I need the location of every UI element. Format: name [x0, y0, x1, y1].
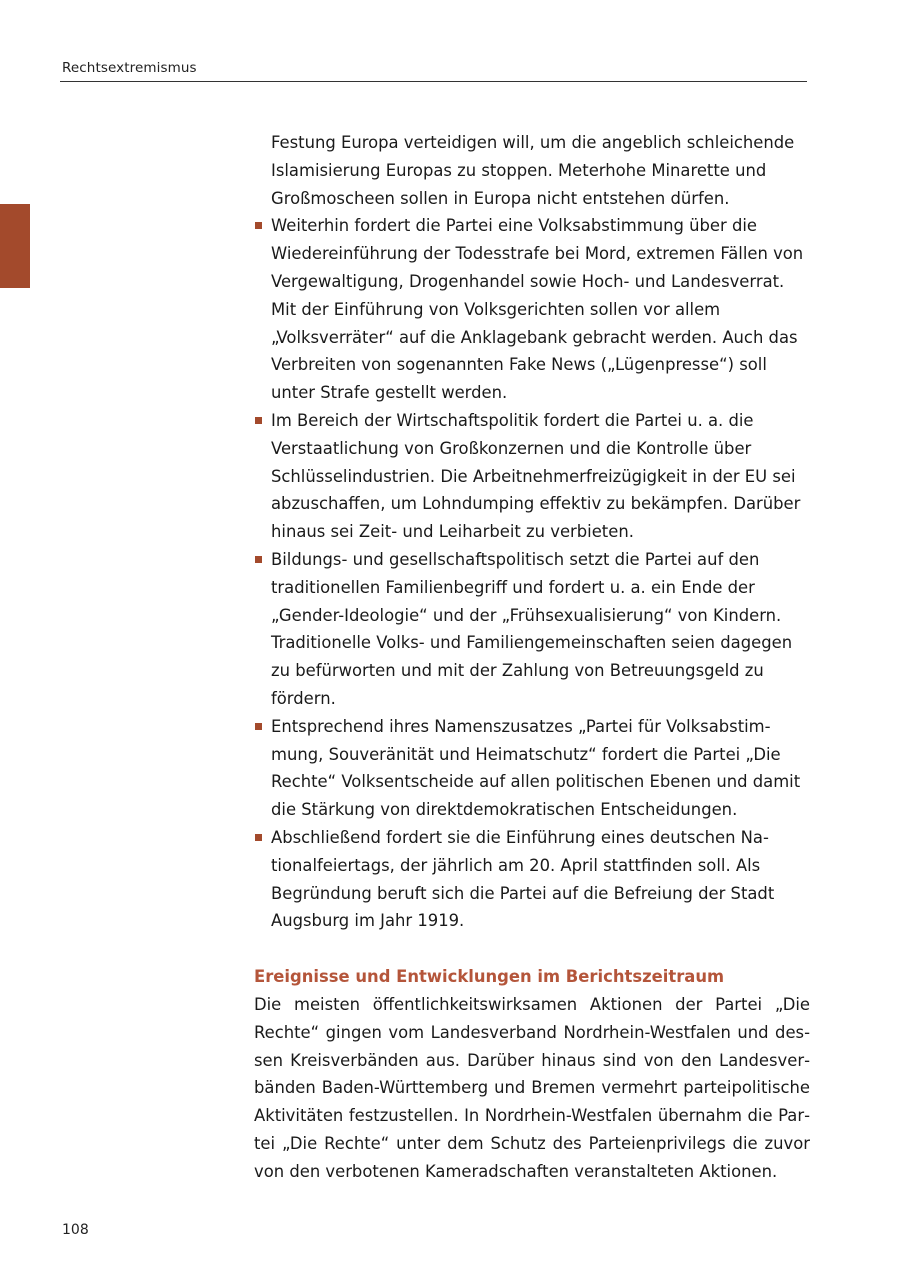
list-item-text: Im Bereich der Wirtschaftspolitik fordert die Partei u. a. die Verstaatlichung von Großkonzernen und die Kontrolle über Schlüsselindustrien. Die Arbeitnehmerfreizügigkeit in der EU sei abzuschaffen, um Lohndumping effektiv zu bekämpfen. Darüber hinaus sei Zeit- und Leiharbeit zu verbieten.	[271, 410, 801, 542]
square-bullet-icon	[255, 834, 262, 841]
page-number: 108	[62, 1222, 89, 1238]
main-content	[254, 129, 810, 1185]
running-title: Rechtsextremismus	[62, 60, 197, 76]
list-item	[254, 824, 810, 935]
square-bullet-icon	[255, 556, 262, 563]
square-bullet-icon	[255, 723, 262, 730]
list-item-text: Weiterhin fordert die Partei eine Volksabstimmung über die Wiedereinführung der Todesstrafe bei Mord, extremen Fällen von Vergewaltigung, Drogenhandel sowie Hoch- und Landesverrat. Mit der Einführung von Volksgerichten sollen vor allem „Volksverräter“ auf die Anklagebank gebracht werden. Auch das Verbreiten von sogenannten Fake News („Lügenpresse“) soll unter Strafe gestellt werden.	[271, 216, 804, 403]
continuation-paragraph: Festung Europa verteidigen will, um die angeblich schleichende Islamisierung Europas zu stoppen. Meterhohe Minarette und Großmoscheen sollen in Europa nicht entstehen dürfen.	[271, 133, 795, 208]
chapter-side-marker	[0, 204, 30, 288]
square-bullet-icon	[255, 222, 262, 229]
bullet-list	[254, 212, 810, 935]
square-bullet-icon	[255, 417, 262, 424]
list-item-text: Entsprechend ihres Namenszusatzes „Partei für Volksabstimmung, Souveränität und Heimatschutz“ fordert die Partei „Die Rechte“ Volksentscheide auf allen politischen Ebenen und damit die Stärkung von direktdemokratischen Entscheidungen.	[271, 716, 801, 820]
list-item	[254, 546, 810, 713]
list-item-text: Bildungs- und gesellschaftspolitisch setzt die Partei auf den traditionellen Familienbegriff und fordert u. a. ein Ende der „Gender-Ideologie“ und der „Frühsexualisierung“ von Kindern. Traditionelle Volks- und Familiengemeinschaften seien dagegen zu befürworten und mit der Zahlung von Betreuungsgeld zu fördern.	[271, 549, 793, 708]
section-heading: Ereignisse und Entwicklungen im Berichtszeitraum	[254, 967, 725, 987]
section-body-paragraph: Die meisten öffentlichkeitswirksamen Aktionen der Partei „Die Rechte“ gingen vom Landesverband Nordrhein-Westfalen und dessen Kreisverbänden aus. Darüber hinaus sind von den Landesverbänden Baden-Württemberg und Bremen vermehrt parteipolitische Aktivitäten festzustellen. In Nordrhein-Westfalen übernahm die Partei „Die Rechte“ unter dem Schutz des Parteienprivilegs die zuvor von den verbotenen Kameradschaften veranstalteten Aktionen.	[254, 994, 810, 1181]
header-rule	[60, 81, 807, 82]
list-item	[254, 212, 810, 407]
list-item	[254, 407, 810, 546]
list-item-text: Abschließend fordert sie die Einführung eines deutschen Nationalfeiertags, der jährlich am 20. April stattfinden soll. Als Begründung beruft sich die Partei auf die Befreiung der Stadt Augsburg im Jahr 1919.	[271, 827, 775, 931]
list-item	[254, 713, 810, 824]
